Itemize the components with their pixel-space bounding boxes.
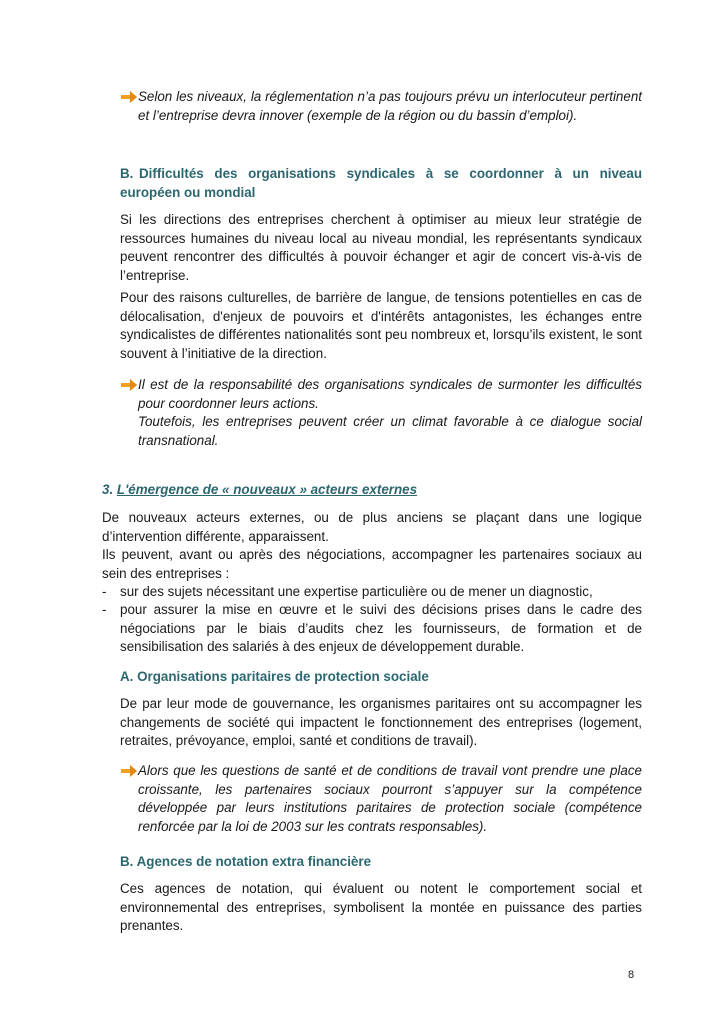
- section-3-heading: [102, 481, 417, 500]
- note-block-2-line-2: Toutefois, les entreprises peuvent créer un climat favorable à ce dialogue social transnational.: [138, 414, 642, 448]
- dash-list-item-text: pour assurer la mise en œuvre et le suivi des décisions prises dans le cadre des négociations par le biais d’audits chez les fournisseurs, de formation et de sensibilisation des salariés à des enjeux de développement durable.: [120, 602, 642, 654]
- arrow-bullet-icon: [120, 90, 138, 108]
- section-3-title: L'émergence de « nouveaux » acteurs externes: [116, 482, 418, 497]
- arrow-bullet-icon: [120, 764, 138, 782]
- section-a-heading: A. Organisations paritaires de protection sociale: [120, 669, 429, 684]
- paragraph-2: Pour des raisons culturelles, de barrière de langue, de tensions potentielles en cas de délocalisation, d'enjeux de pouvoirs et d'intérêts antagonistes, les échanges entre syndicalistes de différentes nationalités sont peu nombreux et, lorsqu’ils existent, le sont souvent à l’initiative de la direction.: [120, 290, 642, 361]
- dash-list-item: [102, 601, 642, 657]
- section-b1-heading: [120, 165, 642, 202]
- section-b2-heading: B. Agences de notation extra financière: [120, 854, 372, 869]
- paragraph-3: De nouveaux acteurs externes, ou de plus anciens se plaçant dans une logique d’intervention différente, apparaissent.: [102, 510, 642, 544]
- dash-marker: -: [102, 584, 107, 599]
- dash-list-item: [102, 583, 642, 602]
- section-b1-letter: B.: [120, 166, 134, 181]
- section-3-number: 3.: [102, 482, 114, 497]
- note-block-2-line-1: Il est de la responsabilité des organisations syndicales de surmonter les difficultés pour coordonner leurs actions.: [138, 377, 642, 411]
- paragraph-4: Ils peuvent, avant ou après des négociations, accompagner les partenaires sociaux au sein des entreprises :: [102, 547, 642, 581]
- section-b1-title: Difficultés des organisations syndicales à se coordonner à un niveau européen ou mondial: [120, 166, 642, 200]
- paragraph-1: Si les directions des entreprises cherchent à optimiser au mieux leur stratégie de ressources humaines du niveau local au niveau mondial, les représentants syndicaux peuvent rencontrer des difficultés à pouvoir échanger et agir de concert vis-à-vis de l’entreprise.: [120, 212, 642, 283]
- paragraph-6: Ces agences de notation, qui évaluent ou notent le comportement social et environnemental des entreprises, symbolisent la montée en puissance des parties prenantes.: [120, 881, 642, 933]
- paragraph-5: De par leur mode de gouvernance, les organismes paritaires ont su accompagner les changements de société qui impactent le fonctionnement des entreprises (logement, retraites, prévoyance, emploi, santé et conditions de travail).: [120, 696, 642, 748]
- page-number: 8: [628, 969, 635, 981]
- note-block-3: Alors que les questions de santé et de conditions de travail vont prendre une place croissante, les partenaires sociaux pourront s’appuyer sur la compétence développée par leurs institutions paritaires de protection sociale (compétence renforcée par la loi de 2003 sur les contrats responsables).: [138, 763, 642, 834]
- arrow-bullet-icon: [120, 378, 138, 396]
- note-block-1: Selon les niveaux, la réglementation n’a pas toujours prévu un interlocuteur pertinent et l’entreprise devra innover (exemple de la région ou du bassin d’emploi).: [138, 89, 642, 123]
- dash-marker: -: [102, 602, 107, 617]
- dash-list-item-text: sur des sujets nécessitant une expertise particulière ou de mener un diagnostic,: [120, 584, 593, 599]
